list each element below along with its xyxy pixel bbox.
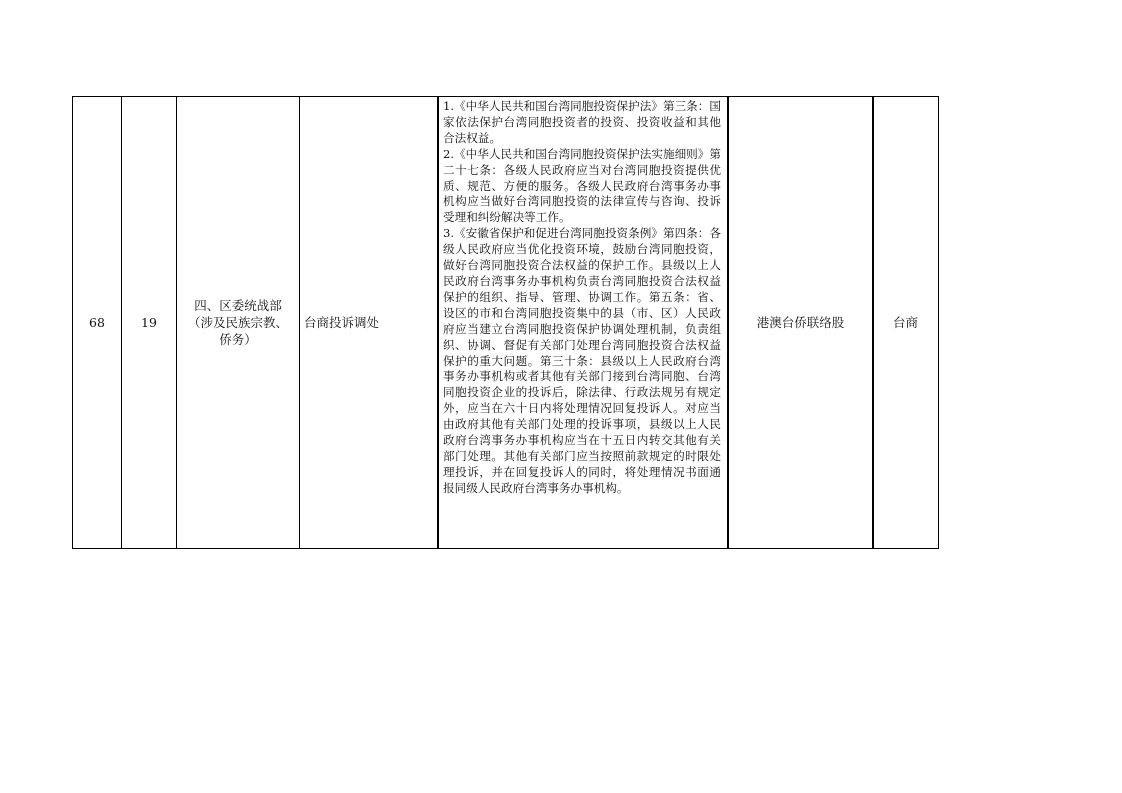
item-name-cell	[300, 97, 438, 548]
legal-basis-clause-3: 3.《安徽省保护和促进台湾同胞投资条例》第四条：各级人民政府应当优化投资环境，鼓励台湾同胞投资，做好台湾同胞投资合法权益的保护工作。县级以上人民政府台湾事务办事机构负责台湾同胞投资合法权益保护的组织、指导、管理、协调工作。第五条：省、设区的市和台湾同胞投资集中的县（市、区）人民政府应当建立台湾同胞投资保护协调处理机制，负责组织、协调、督促有关部门处理台湾同胞投资合法权益保护的重大问题。第三十条：县级以上人民政府台湾事务办事机构或者其他有关部门接到台湾同胞、台湾同胞投资企业的投诉后，除法律、行政法规另有规定外，应当在六十日内将处理情况回复投诉人。对应当由政府其他有关部门处理的投诉事项，县级以上人民政府台湾事务办事机构应当在十五日内转交其他有关部门处理。其他有关部门应当按照前款规定的时限处理投诉，并在回复投诉人的同时，将处理情况书面通报同级人民政府台湾事务办事机构。	[443, 226, 721, 495]
department-line-2: （涉及民族宗教、	[187, 315, 288, 330]
legal-basis-text	[443, 99, 721, 497]
legal-basis-cell	[438, 97, 728, 548]
table-row	[72, 96, 939, 549]
legal-basis-clause-2: 2.《中华人民共和国台湾同胞投资保护法实施细则》第二十七条：各级人民政府应当对台湾同胞投资提供优质、规范、方便的服务。各级人民政府台湾事务办事机构应当做好台湾同胞投资的法律宣传与咨询、投诉受理和纠纷解决等工作。	[443, 146, 721, 225]
category: 台商	[892, 315, 918, 330]
item-name: 台商投诉调处	[304, 315, 380, 330]
department-line-1: 四、区委统战部	[194, 298, 282, 313]
department-name	[188, 297, 288, 348]
department-cell	[177, 97, 300, 548]
sub-number: 19	[141, 315, 157, 330]
sub-number-cell	[122, 97, 177, 548]
row-number: 68	[89, 315, 105, 330]
category-cell	[873, 97, 937, 548]
responsible-unit-cell	[728, 97, 873, 548]
department-line-3: 侨务）	[219, 332, 257, 347]
responsible-unit: 港澳台侨联络股	[756, 315, 845, 330]
legal-basis-clause-1: 1.《中华人民共和国台湾同胞投资保护法》第三条：国家依法保护台湾同胞投资者的投资、投资收益和其他合法权益。	[443, 99, 721, 145]
row-number-cell	[73, 97, 122, 548]
